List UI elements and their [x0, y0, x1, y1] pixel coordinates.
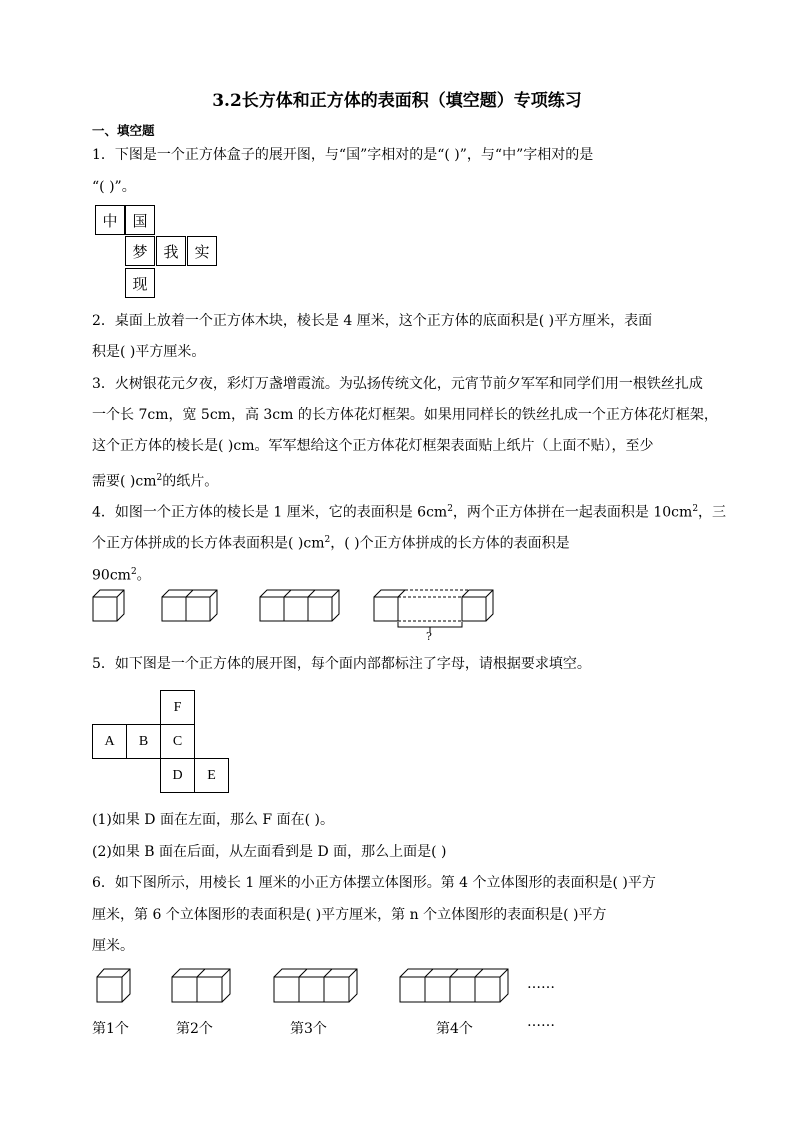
- superscript: 2: [324, 535, 331, 545]
- q3-line-3: 这个正方体的棱长是( )cm。军军想给这个正方体花灯框架表面贴上纸片（上面不贴），至少: [92, 438, 654, 454]
- q4-text: ，两个正方体拼在一起表面积是 10cm: [452, 504, 693, 521]
- net-cell: A: [92, 724, 127, 759]
- net-cell: 中: [95, 205, 125, 235]
- net-cell: 现: [125, 268, 155, 298]
- figure-caption: 第3个: [290, 1021, 327, 1037]
- q6-line-3: 厘米。: [92, 938, 134, 954]
- q3-line-2: 一个长 7cm，宽 5cm，高 3cm 的长方体花灯框架。如果用同样长的铁丝扎成一个正方体花灯框架，: [92, 407, 718, 423]
- ellipsis-bottom: ……: [527, 1014, 555, 1030]
- ellipsis-top: ……: [527, 976, 555, 992]
- net-cell: 我: [156, 236, 186, 266]
- question-mark: ?: [426, 630, 432, 643]
- superscript: 2: [156, 473, 163, 483]
- net-cell: 梦: [125, 236, 155, 266]
- figure-3: [274, 969, 357, 1002]
- figure-caption: 第1个: [92, 1021, 129, 1037]
- net-cell: D: [160, 758, 195, 793]
- q5-line-1: 5．如下图是一个正方体的展开图，每个面内部都标注了字母，请根据要求填空。: [92, 656, 591, 672]
- q5-sub-1: (1)如果 D 面在左面，那么 F 面在( )。: [92, 812, 334, 828]
- section-heading: 一、填空题: [92, 123, 155, 138]
- figure-4: [400, 969, 508, 1002]
- figure-1: [97, 969, 130, 1002]
- net-cell: B: [126, 724, 161, 759]
- net-cell: 国: [125, 205, 155, 235]
- net-cell: F: [160, 690, 195, 725]
- q4-text: ，( )个正方体拼成的长方体的表面积是: [330, 535, 570, 552]
- net-cell: E: [194, 758, 229, 793]
- superscript: 2: [692, 504, 699, 514]
- q4-text: 90cm: [92, 567, 131, 584]
- q2-line-2: 积是( )平方厘米。: [92, 344, 206, 360]
- q1-line-1: 1．下图是一个正方体盒子的展开图，与“国”字相对的是“( )”，与“中”字相对的是: [92, 147, 594, 163]
- q4-text: ，三: [698, 504, 727, 521]
- figure-2: [172, 969, 230, 1002]
- q6-line-1: 6．如下图所示，用棱长 1 厘米的小正方体摆立体图形。第 4 个立体图形的表面积是( )平方: [92, 875, 656, 891]
- q4-text: 。: [136, 567, 151, 584]
- figure-caption: 第2个: [176, 1021, 213, 1037]
- q2-line-1: 2．桌面上放着一个正方体木块，棱长是 4 厘米，这个正方体的底面积是( )平方厘米，表面: [92, 313, 653, 329]
- q4-text: 个正方体拼成的长方体表面积是( )cm: [92, 535, 325, 552]
- q6-line-2: 厘米，第 6 个立体图形的表面积是( )平方厘米，第 n 个立体图形的表面积是( )平方: [92, 907, 607, 923]
- superscript: 2: [447, 504, 453, 514]
- q5-sub-2: (2)如果 B 面在后面，从左面看到是 D 面，那么上面是( ): [92, 844, 447, 860]
- net-cell: 实: [187, 236, 217, 266]
- net-cell: C: [160, 724, 195, 759]
- superscript: 2: [130, 567, 137, 577]
- q4-text: 4．如图一个正方体的棱长是 1 厘米，它的表面积是 6cm: [92, 504, 448, 521]
- figure-caption: 第4个: [436, 1021, 473, 1037]
- q3-line-1: 3．火树银花元夕夜，彩灯万盏增霞流。为弘扬传统文化，元宵节前夕军军和同学们用一根铁丝扎成: [92, 376, 703, 392]
- q3-line-4-text-end: 的纸片。: [162, 473, 219, 490]
- q3-line-4-text: 需要( )cm: [92, 473, 157, 490]
- q1-line-2: “( )”。: [92, 179, 136, 195]
- page-title: 3.2长方体和正方体的表面积（填空题）专项练习: [212, 91, 582, 111]
